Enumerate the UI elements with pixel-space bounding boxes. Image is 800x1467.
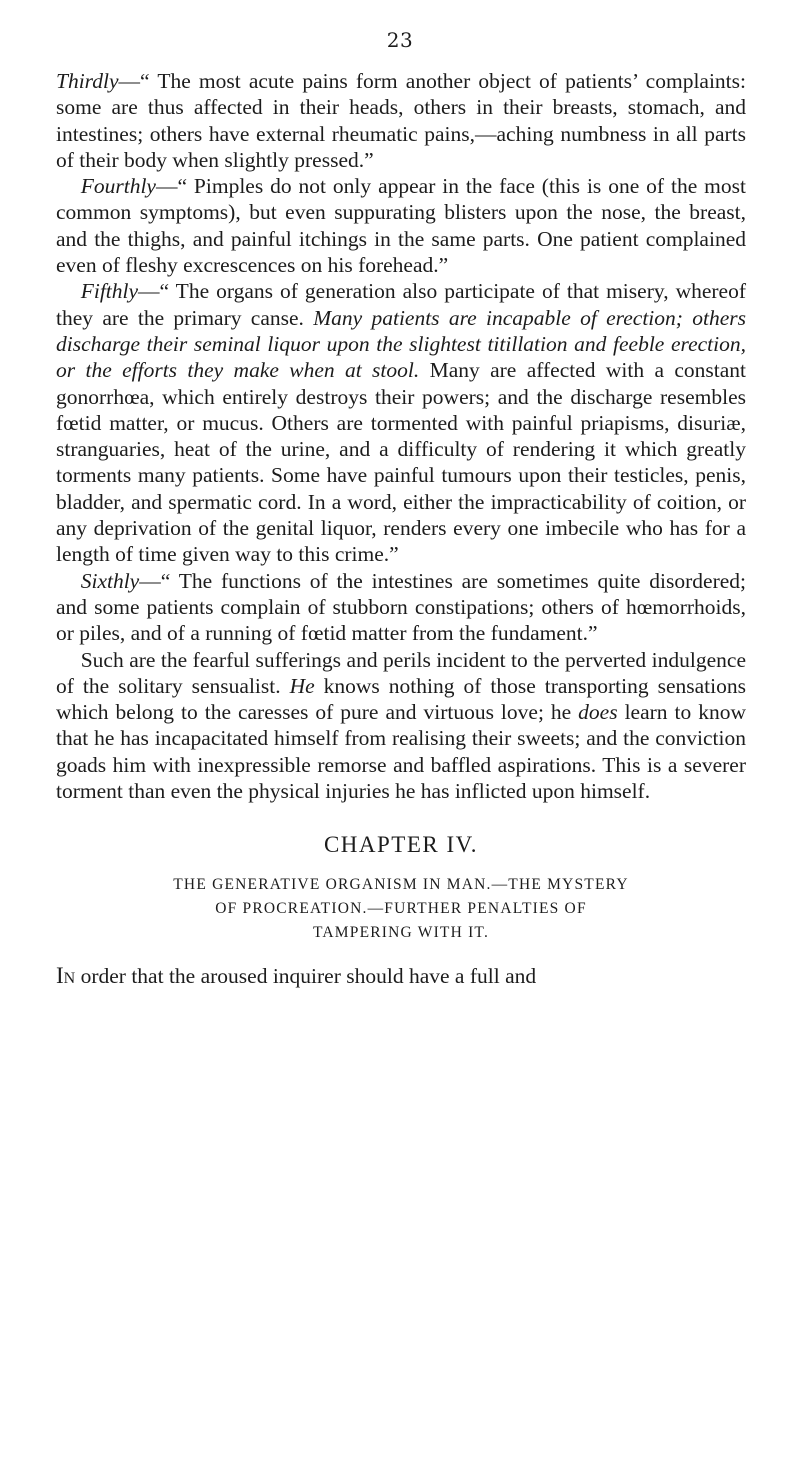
paragraph-opening [56, 963, 746, 989]
paragraph-text: —“ The organs of generation also participate of that misery, whereof they are the primary canse. [56, 279, 746, 330]
paragraph-text: order that the aroused inquirer should have a full and [75, 963, 537, 988]
paragraph-sixthly [56, 568, 746, 647]
paragraph-text: —“ The most acute pains form another object of patients’ complaints: some are thus affected in their heads, others in their breasts, stomach, and intestines; others have external rheumatic pains,—aching numbness in all parts of their body when slightly pressed.” [56, 69, 746, 172]
paragraph-lead: Fourthly [80, 174, 156, 199]
paragraph-fourthly [56, 173, 746, 278]
chapter-subtitle [56, 873, 746, 945]
chapter-heading: CHAPTER IV. [323, 832, 479, 858]
page-body [56, 68, 746, 989]
paragraph-text: knows nothing of those transporting sensations which belong to the caresses of pure and virtuous love; he [56, 673, 746, 725]
paragraph-emphasis: does [578, 700, 618, 725]
paragraph-summary [56, 647, 746, 805]
paragraph-thirdly [56, 68, 746, 173]
paragraph-text: —“ Pimples do not only appear in the face (this is one of the most common symptoms), but even suppurating blisters upon the nose, the breast, and the thighs, and painful itchings in the same parts. One patient complained even of fleshy excrescences on his forehead.” [56, 174, 746, 278]
paragraph-text: learn to know that he has incapacitated himself from realising their sweets; and the conviction goads him with inexpressible remorse and baffled aspirations. This is a severer torment than even the physical injuries he has inflicted upon himself. [56, 700, 747, 804]
paragraph-emphasis: He [289, 673, 315, 698]
paragraph-emphasis: Many patients are incapable of erection; others discharge their seminal liquor upon the slightest titillation and feeble erection, or the efforts they make when at stool. [56, 305, 746, 383]
page-number: 23 [386, 28, 414, 52]
paragraph-lead: Sixthly [80, 568, 140, 593]
paragraph-text: Such are the fearful sufferings and perils incident to the perverted indulgence of the solitary sensualist. [56, 647, 746, 698]
opening-word: In [56, 962, 76, 988]
chapter-subtitle-line: THE GENERATIVE ORGANISM IN MAN.—THE MYSTERY [173, 875, 629, 893]
paragraph-text: —“ The functions of the intestines are sometimes quite disordered; and some patients complain of stubborn constipations; others of hœmorrhoids, or piles, and of a running of fœtid matter from the fundament.” [56, 568, 746, 646]
paragraph-lead: Fifthly [80, 279, 139, 304]
paragraph-text: Many are affected with a constant gonorrhœa, which entirely destroys their powers; and the discharge resembles fœtid matter, or mucus. Others are tormented with painful priapisms, disuriæ, stranguaries, heat of the urine, and a difficulty of rendering it which greatly torments many patients. Some have painful tumours upon their testicles, penis, bladder, and spermatic cord. In a word, either the impracticability of coition, or any deprivation of the genital liquor, renders every one imbecile who has for a length of time given way to this crime.” [56, 358, 746, 567]
paragraph-lead: Thirdly [56, 69, 119, 93]
chapter-subtitle-line: TAMPERING WITH IT. [312, 923, 490, 941]
chapter-subtitle-line: OF PROCREATION.—FURTHER PENALTIES OF [215, 899, 587, 917]
paragraph-fifthly [56, 278, 746, 567]
